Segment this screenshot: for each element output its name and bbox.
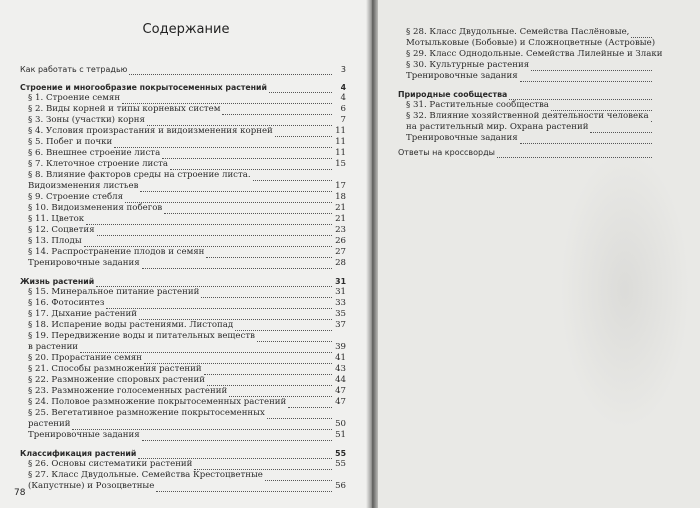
toc-entry-text: § 3. Зоны (участки) корня	[28, 115, 145, 125]
toc-entry[interactable]	[20, 309, 346, 320]
toc-page-number: 11	[335, 126, 346, 136]
toc-entry-text: § 5. Побег и почки	[28, 137, 113, 147]
toc-leader-dots	[207, 377, 332, 386]
toc-left-column	[20, 64, 346, 492]
toc-entry[interactable]	[20, 93, 346, 104]
toc-entry-text: Мотыльковые (Бобовые) и Сложноцветные (Астровые)	[406, 38, 656, 48]
toc-entry[interactable]	[20, 126, 346, 137]
toc-section-heading[interactable]	[20, 276, 346, 287]
toc-leader-dots	[269, 84, 332, 93]
toc-entry[interactable]	[20, 258, 346, 269]
toc-entry[interactable]	[20, 375, 346, 386]
toc-leader-dots	[86, 216, 332, 225]
toc-leader-dots	[164, 205, 332, 214]
toc-entry-text: Строение и многообразие покрытосеменных растений	[20, 83, 267, 92]
toc-leader-dots	[267, 410, 332, 419]
toc-entry-text: § 8. Влияние факторов среды на строение листа.	[28, 170, 251, 180]
toc-entry[interactable]	[20, 353, 346, 364]
toc-entry[interactable]	[20, 470, 346, 481]
toc-entry-text: § 32. Влияние хозяйственной деятельности человека	[406, 111, 649, 121]
book-gutter	[366, 0, 378, 508]
toc-leader-dots	[72, 421, 332, 430]
toc-leader-dots	[97, 227, 332, 236]
toc-entry[interactable]	[20, 225, 346, 236]
toc-entry[interactable]	[20, 203, 346, 214]
toc-page-number: 15	[335, 159, 346, 169]
toc-leader-dots	[162, 150, 332, 159]
toc-leader-dots	[140, 183, 332, 192]
toc-entry[interactable]	[20, 287, 346, 298]
toc-gap	[20, 269, 346, 272]
toc-entry-text: § 6. Внешнее строение листа	[28, 148, 161, 158]
toc-entry[interactable]	[20, 331, 346, 342]
toc-page-number: 56	[335, 481, 346, 491]
toc-page-number: 47	[335, 386, 346, 396]
toc-entry-text: Классификация растений	[20, 449, 137, 458]
toc-leader-dots	[201, 289, 332, 298]
toc-entry[interactable]	[20, 115, 346, 126]
toc-entry[interactable]	[20, 397, 346, 408]
toc-entry[interactable]	[20, 430, 346, 441]
toc-entry[interactable]	[20, 386, 346, 397]
toc-entry-text: § 29. Класс Однодольные. Семейства Лилейные и Злаки	[406, 49, 663, 59]
toc-leader-dots	[84, 238, 332, 247]
toc-page-number: 31	[335, 277, 346, 286]
toc-leader-dots	[497, 149, 652, 158]
toc-leader-dots	[204, 366, 332, 375]
toc-entry-text: § 9. Строение стебля	[28, 192, 124, 202]
toc-entry-text: Тренировочные задания	[28, 258, 140, 268]
toc-entry-text: Как работать с тетрадью	[20, 65, 128, 74]
toc-entry-text: § 26. Основы систематики растений	[28, 459, 193, 469]
toc-entry-text: § 13. Плоды	[28, 236, 82, 246]
toc-entry-text: § 10. Видоизменения побегов	[28, 203, 163, 213]
toc-entry-text: § 25. Вегетативное размножение покрытосеменных	[28, 408, 265, 418]
toc-entry-text: § 18. Испарение воды растениями. Листопад	[28, 320, 234, 330]
toc-gap	[20, 75, 346, 78]
toc-entry-text: Тренировочные задания	[28, 430, 140, 440]
toc-entry[interactable]	[20, 481, 346, 492]
toc-page-number: 39	[335, 342, 346, 352]
toc-entry-text: Жизнь растений	[20, 277, 95, 286]
toc-entry[interactable]	[20, 148, 346, 159]
toc-entry[interactable]	[20, 364, 346, 375]
toc-page-number: 55	[335, 459, 346, 469]
toc-page-number: 50	[335, 419, 346, 429]
toc-page-number: 47	[335, 397, 346, 407]
toc-leader-dots	[206, 249, 332, 258]
toc-leader-dots	[170, 161, 332, 170]
toc-page-number: 23	[335, 225, 346, 235]
toc-leader-dots	[129, 66, 332, 75]
toc-entry[interactable]	[20, 192, 346, 203]
toc-page-number: 11	[335, 137, 346, 147]
toc-entry[interactable]	[398, 122, 666, 133]
toc-entry-text: Природные сообщества	[398, 90, 508, 99]
toc-page-number: 3	[340, 65, 346, 74]
toc-page-number: 26	[335, 236, 346, 246]
toc-leader-dots	[265, 472, 332, 481]
toc-leader-dots	[509, 91, 652, 100]
toc-entry[interactable]	[20, 236, 346, 247]
toc-leader-dots	[531, 62, 652, 71]
toc-section-heading[interactable]	[398, 89, 666, 100]
toc-entry-text: в растении	[28, 342, 79, 352]
toc-leader-dots	[275, 128, 332, 137]
toc-entry-text: § 15. Минеральное питание растений	[28, 287, 200, 297]
toc-page-number: 17	[335, 181, 346, 191]
toc-leader-dots	[122, 95, 332, 104]
show-through-shadow	[560, 150, 690, 430]
toc-leader-dots	[520, 135, 652, 144]
toc-entry[interactable]	[20, 104, 346, 115]
toc-page-number: 31	[335, 287, 346, 297]
page-number: 78	[14, 488, 26, 498]
toc-page-number: 7	[340, 115, 346, 125]
toc-entry-text: Тренировочные задания	[406, 71, 518, 81]
toc-entry-text: (Капустные) и Розоцветные	[28, 481, 155, 491]
toc-page-number: 27	[335, 247, 346, 257]
toc-leader-dots	[147, 117, 332, 126]
toc-leader-dots	[139, 311, 332, 320]
toc-entry[interactable]	[20, 459, 346, 470]
toc-entry-text: § 20. Прорастание семян	[28, 353, 142, 363]
toc-entry-text: § 17. Дыхание растений	[28, 309, 137, 319]
toc-entry-text: § 30. Культурные растения	[406, 60, 530, 70]
toc-entry[interactable]	[20, 419, 346, 430]
toc-entry[interactable]	[20, 342, 346, 353]
toc-leader-dots	[520, 73, 652, 82]
toc-page-number: 4	[340, 93, 346, 103]
toc-entry[interactable]	[398, 133, 666, 144]
toc-leader-dots	[253, 172, 332, 181]
toc-entry[interactable]	[20, 214, 346, 225]
toc-leader-dots	[257, 333, 332, 342]
toc-entry-text: § 27. Класс Двудольные. Семейства Крестоцветные	[28, 470, 263, 480]
toc-entry[interactable]	[20, 408, 346, 419]
toc-right-column	[398, 27, 666, 158]
toc-entry[interactable]	[398, 49, 666, 60]
toc-leader-dots	[651, 113, 652, 122]
toc-gap	[20, 441, 346, 444]
toc-leader-dots	[156, 483, 332, 492]
toc-gap	[398, 82, 666, 85]
toc-entry[interactable]	[398, 100, 666, 111]
toc-page-number: 21	[335, 203, 346, 213]
toc-entry-text: § 2. Виды корней и типы корневых систем	[28, 104, 221, 114]
toc-entry[interactable]	[20, 64, 346, 75]
toc-page-number: 11	[335, 148, 346, 158]
toc-entry-text: § 23. Размножение голосеменных растений	[28, 386, 228, 396]
toc-leader-dots	[142, 260, 332, 269]
toc-page-number: 6	[340, 104, 346, 114]
toc-page-number: 41	[335, 353, 346, 363]
toc-entry-text: § 1. Строение семян	[28, 93, 121, 103]
toc-section-heading[interactable]	[20, 448, 346, 459]
toc-entry-text: § 28. Класс Двудольные. Семейства Паслёновые,	[406, 27, 630, 37]
toc-leader-dots	[138, 450, 332, 459]
toc-page-number: 51	[335, 430, 346, 440]
toc-entry-text: Видоизменения листьев	[28, 181, 139, 191]
toc-entry-text: § 19. Передвижение воды и питательных веществ	[28, 331, 255, 341]
toc-page-number: 18	[335, 192, 346, 202]
toc-entry[interactable]	[20, 137, 346, 148]
toc-entry[interactable]	[398, 60, 666, 71]
toc-leader-dots	[288, 399, 332, 408]
toc-section-heading[interactable]	[20, 82, 346, 93]
toc-page-number: 21	[335, 214, 346, 224]
toc-entry[interactable]	[20, 298, 346, 309]
toc-entry-text: Ответы на кроссворды	[398, 148, 495, 157]
toc-leader-dots	[80, 344, 332, 353]
toc-leader-dots	[194, 461, 332, 470]
toc-leader-dots	[551, 102, 652, 111]
toc-page-number: 35	[335, 309, 346, 319]
toc-entry-text: § 24. Половое размножение покрытосеменных растений	[28, 397, 287, 407]
toc-page-number: 33	[335, 298, 346, 308]
toc-page-number: 55	[335, 449, 346, 458]
toc-entry-text: § 21. Способы размножения растений	[28, 364, 202, 374]
toc-entry[interactable]	[398, 71, 666, 82]
toc-leader-dots	[114, 139, 332, 148]
toc-entry-text: § 11. Цветок	[28, 214, 85, 224]
toc-entry-text: растений	[28, 419, 71, 429]
toc-leader-dots	[142, 432, 332, 441]
toc-page-number: 4	[340, 83, 346, 92]
toc-entry[interactable]	[398, 147, 666, 158]
toc-entry-text: § 7. Клеточное строение листа	[28, 159, 168, 169]
toc-page-number: 28	[335, 258, 346, 268]
toc-leader-dots	[631, 29, 652, 38]
toc-entry-text: § 4. Условия произрастания и видоизменения корней	[28, 126, 273, 136]
toc-entry-text: § 22. Размножение споровых растений	[28, 375, 205, 385]
toc-leader-dots	[590, 124, 652, 133]
toc-leader-dots	[235, 322, 332, 331]
toc-page-number: 43	[335, 364, 346, 374]
toc-entry[interactable]	[20, 320, 346, 331]
toc-entry[interactable]	[398, 38, 666, 49]
toc-entry[interactable]	[398, 111, 666, 122]
toc-leader-dots	[125, 194, 332, 203]
toc-leader-dots	[229, 388, 332, 397]
toc-entry[interactable]	[20, 159, 346, 170]
toc-entry[interactable]	[20, 247, 346, 258]
page-title: Содержание	[142, 22, 230, 37]
toc-leader-dots	[222, 106, 332, 115]
toc-leader-dots	[96, 278, 332, 287]
toc-leader-dots	[144, 355, 332, 364]
toc-page-number: 37	[335, 320, 346, 330]
toc-entry[interactable]	[20, 170, 346, 181]
toc-entry-text: § 12. Соцветия	[28, 225, 95, 235]
toc-entry-text: § 31. Растительные сообщества	[406, 100, 549, 110]
toc-entry[interactable]	[20, 181, 346, 192]
toc-page-number: 44	[335, 375, 346, 385]
toc-entry-text: на растительный мир. Охрана растений	[406, 122, 589, 132]
toc-entry-text: § 14. Распространение плодов и семян	[28, 247, 205, 257]
toc-entry-text: Тренировочные задания	[406, 133, 518, 143]
toc-leader-dots	[106, 300, 332, 309]
toc-entry-text: § 16. Фотосинтез	[28, 298, 105, 308]
toc-entry[interactable]	[398, 27, 666, 38]
